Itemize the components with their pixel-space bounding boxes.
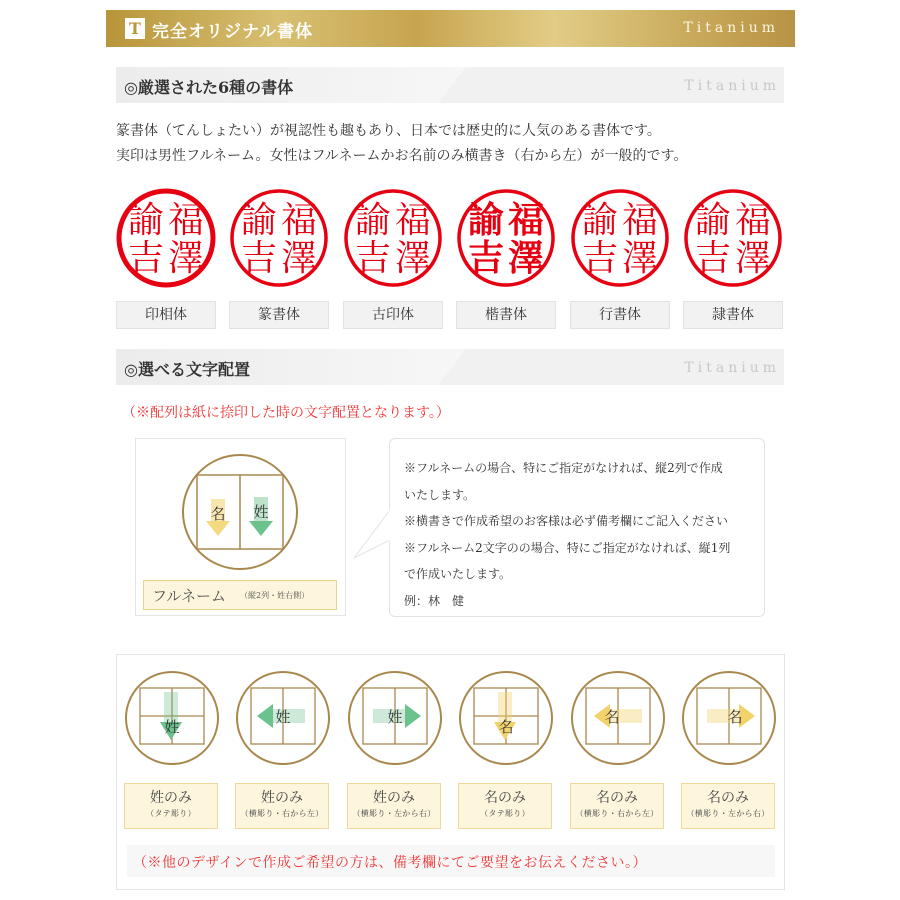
section-layout-header [116,349,784,385]
header-title: 完全オリジナル書体 [152,22,314,42]
seal-char: 澤 [507,237,545,279]
layout-option-label [124,783,218,829]
layout-option-diagram [124,670,220,766]
seal-char: 澤 [621,238,659,279]
seal-char: 澤 [394,238,432,279]
layout-option-char: 姓 [387,708,403,726]
brand-icon: T [125,18,145,39]
seal-char: 諭 [240,200,278,241]
header-banner [106,10,795,47]
fullname-seal-diagram [180,452,300,572]
layout-option-diagram [570,670,666,766]
seal-char: 吉 [467,237,505,279]
bubble-line: ※横書きで作成希望のお客様は必ず備考欄にご記入ください [404,514,729,528]
layout-option-sub: （横彫り・右から左） [575,809,659,818]
fullname-char-given: 名 [210,505,226,523]
layout-option-char: 姓 [164,718,180,736]
layout-option-diagram [458,670,554,766]
section-fonts-subtitle: Titanium [684,78,780,94]
layout-option-char: 姓 [275,708,291,726]
seal-char: 福 [621,200,659,241]
bottom-note-bar [127,845,775,877]
layout-option-main: 名のみ [707,790,749,806]
layout-option-label [347,783,441,829]
layout-option-sub: （横彫り・左から右） [352,809,436,818]
layout-option-main: 姓のみ [373,790,415,806]
layout-option-diagram [347,670,443,766]
layout-option-sub: （横彫り・右から左） [240,809,324,818]
layout-option-main: 姓のみ [261,790,303,806]
layout-option-diagram [235,670,331,766]
seal-char: 澤 [734,238,772,279]
seal-char: 福 [507,199,545,241]
layout-option-sub: （タテ彫り） [146,809,196,818]
seal-char: 吉 [240,238,278,279]
seal-stamp [229,188,329,288]
layout-option-label [681,783,775,829]
seal-char: 諭 [127,200,165,241]
font-label: 行書体 [570,301,670,329]
seal-char: 吉 [694,238,732,279]
seal-char: 吉 [127,238,165,279]
font-label: 篆書体 [229,301,329,329]
fullname-notes-text [404,455,730,614]
layout-option-main: 名のみ [484,790,526,806]
fullname-label-sub: （縦2列・姓右側） [240,591,310,600]
intro-line: 篆書体（てんしょたい）が視認性も趣もあり、日本では歴史的に人気のある書体です。 [116,123,661,139]
seal-char: 諭 [354,200,392,241]
section-fonts-title: ◎厳選された6種の書体 [124,78,294,97]
layout-option-main: 名のみ [596,790,638,806]
layout-option-char: 名 [604,708,620,726]
intro-line: 実印は男性フルネーム。女性はフルネームかお名前のみ横書き（右から左）が一般的です。 [116,148,688,164]
layout-option-diagram [681,670,777,766]
seal-stamp [570,188,670,288]
font-label: 古印体 [343,301,443,329]
header-subtitle: Titanium [683,20,779,36]
fullname-label-main: フルネーム [152,587,226,605]
seal-char: 吉 [354,238,392,279]
section-layout-subtitle: Titanium [684,360,780,376]
bubble-line: ※フルネーム2文字のの場合、特にご指定がなければ、縦1列 [404,540,731,555]
bubble-line: いたします。 [404,487,476,502]
seal-char: 福 [394,200,432,241]
seal-stamp [116,188,216,288]
seal-stamp [343,188,443,288]
layout-option-label [235,783,329,829]
seal-stamp [683,188,783,288]
seal-char: 福 [167,200,205,241]
font-label: 楷書体 [456,301,556,329]
seal-stamp [456,188,556,288]
bottom-note: （※他のデザインで作成ご希望の方は、備考欄にてご要望をお伝えください。） [133,855,648,871]
bubble-line: ※フルネームの場合、特にご指定がなければ、縦2列で作成 [404,461,723,475]
seal-char: 諭 [467,199,505,241]
font-label: 隷書体 [683,301,783,329]
section-fonts-header [116,67,784,103]
layout-option-label [458,783,552,829]
section-layout-title: ◎選べる文字配置 [124,360,250,379]
bubble-pointer [352,500,392,570]
seal-char: 諭 [581,200,619,241]
layout-note: （※配列は紙に捺印した時の文字配置となります。） [122,405,450,421]
seal-char: 福 [280,200,318,241]
font-label: 印相体 [116,301,216,329]
seal-char: 福 [734,200,772,241]
seal-char: 澤 [280,238,318,279]
fullname-label [143,580,337,610]
seal-char: 吉 [581,238,619,279]
seal-char: 澤 [167,238,205,279]
layout-option-main: 姓のみ [150,790,192,806]
layout-option-char: 名 [498,718,514,736]
layout-option-char: 名 [727,708,743,726]
fullname-char-family: 姓 [253,503,269,521]
layout-option-sub: （横彫り・左から右） [686,809,770,818]
fonts-intro [116,119,687,169]
seal-char: 諭 [694,200,732,241]
bubble-line: で作成いたします。 [404,567,512,581]
layout-option-label [570,783,664,829]
layout-option-sub: （タテ彫り） [480,809,530,818]
bubble-line: 例：林 健 [404,593,465,608]
